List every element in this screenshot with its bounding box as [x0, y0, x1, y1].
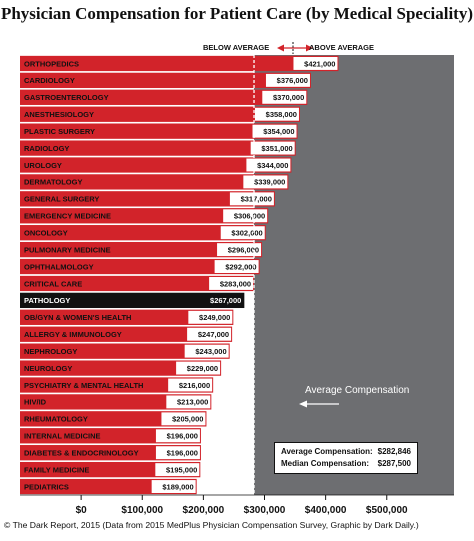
median-value: $287,500 — [377, 459, 411, 468]
value-label-25: $189,000 — [162, 482, 194, 492]
x-tick-label-1: $100,000 — [121, 505, 164, 516]
value-label-11: $296,000 — [227, 245, 260, 255]
value-label-21: $205,000 — [172, 414, 204, 424]
category-label-10: ONCOLOGY — [24, 228, 68, 238]
x-tick-label-0: $0 — [75, 505, 87, 516]
category-label-8: GENERAL SURGERY — [24, 194, 100, 204]
category-label-1: CARDIOLOGY — [24, 76, 75, 86]
x-tick-label-4: $400,000 — [304, 505, 347, 516]
value-label-15: $249,000 — [199, 313, 231, 323]
average-label: Average Compensation: — [281, 447, 373, 456]
value-label-5: $351,000 — [261, 143, 293, 153]
category-label-4: PLASTIC SURGERY — [24, 126, 95, 136]
category-label-12: OPHTHALMOLOGY — [24, 262, 94, 272]
category-label-18: NEUROLOGY — [24, 363, 73, 373]
category-label-9: EMERGENCY MEDICINE — [24, 211, 111, 221]
category-label-6: UROLOGY — [24, 160, 62, 170]
category-label-11: PULMONARY MEDICINE — [24, 245, 111, 255]
category-label-17: NEPHROLOGY — [24, 346, 78, 356]
value-label-7: $339,000 — [254, 177, 286, 187]
average-value: $282,846 — [377, 447, 411, 456]
value-label-23: $196,000 — [166, 448, 198, 458]
x-tick-label-5: $500,000 — [365, 505, 408, 516]
median-label: Median Compensation: — [281, 459, 370, 468]
category-label-21: RHEUMATOLOGY — [24, 414, 88, 424]
category-label-22: INTERNAL MEDICINE — [24, 431, 101, 441]
summary-box — [274, 442, 418, 474]
value-label-8: $317,000 — [240, 194, 272, 204]
summary-average-row — [281, 446, 411, 458]
category-label-19: PSYCHIATRY & MENTAL HEALTH — [24, 380, 144, 390]
category-label-15: OB/GYN & WOMEN'S HEALTH — [24, 313, 132, 323]
value-label-14: $267,000 — [210, 296, 242, 306]
value-label-18: $229,000 — [186, 363, 219, 373]
value-label-16: $247,000 — [197, 330, 230, 340]
below-average-label: BELOW AVERAGE — [203, 43, 270, 52]
x-tick-label-2: $200,000 — [182, 505, 225, 516]
value-label-22: $196,000 — [166, 431, 198, 441]
value-label-12: $292,000 — [225, 262, 257, 272]
value-label-19: $216,000 — [178, 380, 211, 390]
value-label-2: $370,000 — [272, 93, 305, 103]
value-label-24: $195,000 — [166, 465, 198, 475]
category-label-0: ORTHOPEDICS — [24, 59, 80, 69]
footer-credit: © The Dark Report, 2015 (Data from 2015 MedPlus Physician Compensation Survey, Graphic by Dark Daily.) — [4, 520, 419, 530]
category-label-3: ANESTHESIOLOGY — [24, 110, 95, 120]
value-label-4: $354,000 — [263, 126, 295, 136]
chart-title: Physician Compensation for Patient Care (by Medical Speciality) — [0, 4, 474, 23]
category-label-25: PEDIATRICS — [24, 482, 69, 492]
summary-median-row — [281, 458, 411, 470]
category-label-24: FAMILY MEDICINE — [24, 465, 90, 475]
x-tick-label-3: $300,000 — [243, 505, 286, 516]
category-label-20: HIV/ID — [24, 397, 47, 407]
value-label-9: $306,000 — [233, 211, 266, 221]
category-label-2: GASTROENTEROLOGY — [24, 93, 109, 103]
above-average-label: ABOVE AVERAGE — [309, 43, 375, 52]
category-label-5: RADIOLOGY — [24, 143, 70, 153]
category-label-14: PATHOLOGY — [24, 296, 71, 306]
average-compensation-annotation: Average Compensation — [305, 385, 410, 396]
value-label-10: $302,000 — [231, 228, 263, 238]
value-label-0: $421,000 — [304, 59, 336, 69]
value-label-1: $376,000 — [276, 76, 308, 86]
category-label-13: CRITICAL CARE — [24, 279, 83, 289]
value-label-6: $344,000 — [257, 160, 289, 170]
category-label-16: ALLERGY & IMMUNOLOGY — [24, 330, 122, 340]
value-label-3: $358,000 — [265, 110, 297, 120]
value-label-20: $213,000 — [177, 397, 209, 407]
value-label-17: $243,000 — [195, 346, 227, 356]
category-label-23: DIABETES & ENDOCRINOLOGY — [24, 448, 139, 458]
category-label-7: DERMATOLOGY — [24, 177, 83, 187]
left-arrow-icon — [299, 398, 339, 410]
value-label-13: $283,000 — [219, 279, 252, 289]
